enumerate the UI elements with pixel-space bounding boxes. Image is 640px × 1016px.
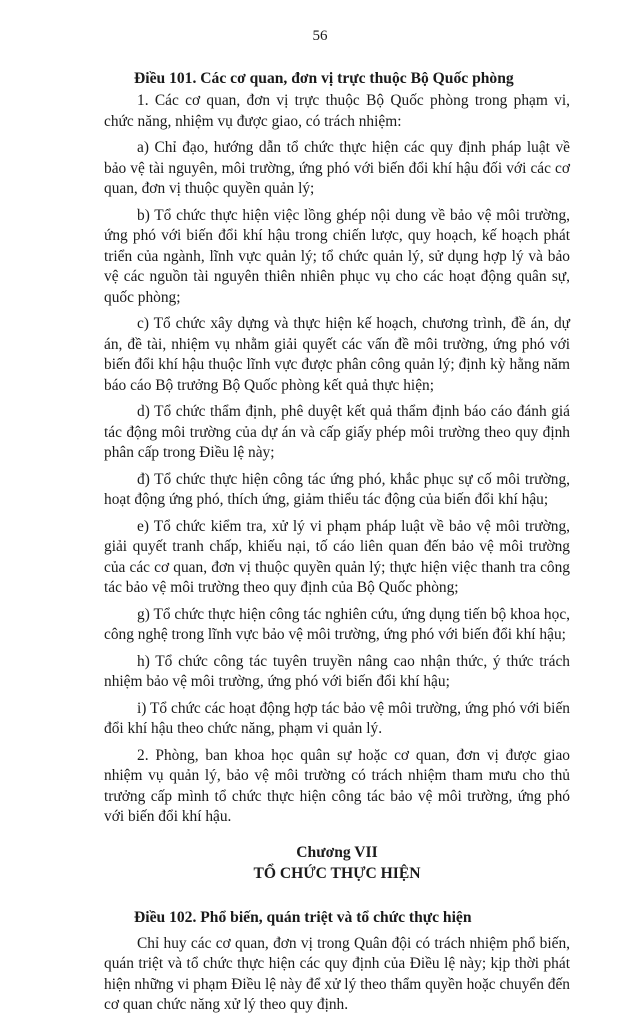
article-101-item-h: h) Tổ chức công tác tuyên truyền nâng cao nhận thức, ý thức trách nhiệm bảo vệ môi trường, ứng phó với biến đổi khí hậu; bbox=[104, 652, 570, 690]
article-101 bbox=[104, 67, 570, 828]
article-101-item-e: e) Tổ chức kiểm tra, xử lý vi phạm pháp luật về bảo vệ môi trường, giải quyết tranh chấp, khiếu nại, tố cáo liên quan đến bảo vệ môi trường của các cơ quan, đơn vị thuộc quyền quản lý; thực hiện việc thanh tra công tác bảo vệ môi trường theo quy định của Bộ Quốc phòng; bbox=[104, 517, 570, 596]
chapter-heading bbox=[104, 842, 570, 884]
article-101-item-dd: đ) Tổ chức thực hiện công tác ứng phó, khắc phục sự cố môi trường, hoạt động ứng phó, thích ứng, giảm thiểu tác động của biến đổi khí hậu; bbox=[104, 470, 570, 508]
article-101-item-b: b) Tổ chức thực hiện việc lồng ghép nội dung về bảo vệ môi trường, ứng phó với biến đổi khí hậu trong chiến lược, quy hoạch, kế hoạch phát triển của ngành, lĩnh vực quản lý; tổ chức quản lý, sử dụng hợp lý và bảo vệ các nguồn tài nguyên thiên nhiên phục vụ cho các hoạt động quân sự, quốc phòng; bbox=[104, 206, 570, 306]
article-102-paragraph: Chỉ huy các cơ quan, đơn vị trong Quân đội có trách nhiệm phổ biến, quán triệt và tổ chức thực hiện các quy định của Điều lệ này; kịp thời phát hiện những vi phạm Điều lệ này để xử lý theo thẩm quyền hoặc chuyển đến cơ quan chức năng xử lý theo quy định. bbox=[104, 934, 570, 1013]
article-101-item-g: g) Tổ chức thực hiện công tác nghiên cứu, ứng dụng tiến bộ khoa học, công nghệ trong lĩnh vực bảo vệ môi trường, ứng phó với biến đổi khí hậu; bbox=[104, 605, 570, 643]
article-101-clause-1: 1. Các cơ quan, đơn vị trực thuộc Bộ Quốc phòng trong phạm vi, chức năng, nhiệm vụ được giao, có trách nhiệm: bbox=[104, 92, 570, 130]
article-102-title: Điều 102. Phổ biến, quán triệt và tổ chức thực hiện bbox=[134, 908, 472, 926]
article-101-item-d: d) Tổ chức thẩm định, phê duyệt kết quả thẩm định báo cáo đánh giá tác động môi trường của dự án và cấp giấy phép môi trường theo quy định phân cấp trong Điều lệ này; bbox=[104, 403, 570, 461]
page-number: 56 bbox=[312, 28, 328, 44]
chapter-name: TỔ CHỨC THỰC HIỆN bbox=[253, 864, 421, 882]
article-101-title: Điều 101. Các cơ quan, đơn vị trực thuộc Bộ Quốc phòng bbox=[134, 70, 514, 87]
article-101-item-i: i) Tổ chức các hoạt động hợp tác bảo vệ môi trường, ứng phó với biến đổi khí hậu theo chức năng, phạm vi quản lý. bbox=[104, 699, 570, 737]
article-102 bbox=[104, 906, 570, 1016]
article-101-clause-2: 2. Phòng, ban khoa học quân sự hoặc cơ quan, đơn vị được giao nhiệm vụ quản lý, bảo vệ môi trường có trách nhiệm tham mưu cho thủ trưởng cấp mình tổ chức thực hiện công tác bảo vệ môi trường, ứng phó với biến đổi khí hậu. bbox=[104, 746, 570, 825]
chapter-number: Chương VII bbox=[296, 843, 378, 861]
article-101-item-c: c) Tổ chức xây dựng và thực hiện kế hoạch, chương trình, đề án, dự án, đề tài, nhiệm vụ nhằm giải quyết các vấn đề môi trường, ứng phó với biến đổi khí hậu thuộc lĩnh vực được phân công quản lý; định kỳ hằng năm báo cáo Bộ trưởng Bộ Quốc phòng kết quả thực hiện; bbox=[104, 315, 570, 394]
article-101-item-a: a) Chỉ đạo, hướng dẫn tổ chức thực hiện các quy định pháp luật về bảo vệ tài nguyên, môi trường, ứng phó với biến đổi khí hậu đối với các cơ quan, đơn vị thuộc quyền quản lý; bbox=[104, 139, 570, 197]
